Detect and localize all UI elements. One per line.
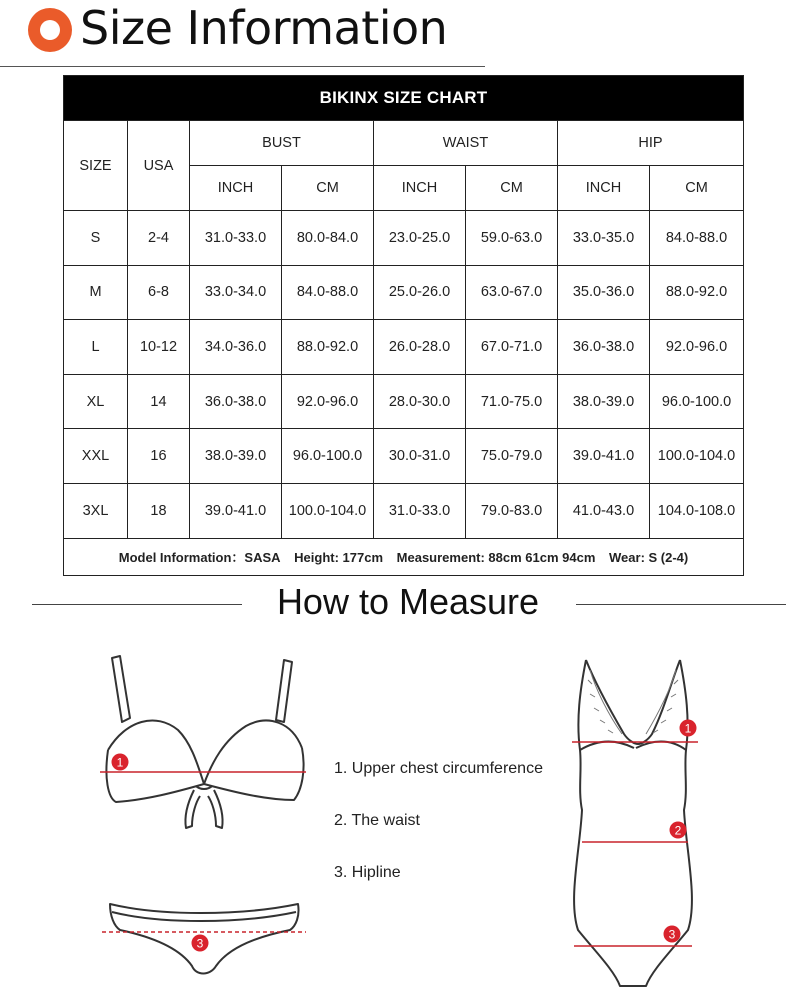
table-cell: 100.0-104.0 xyxy=(282,483,374,538)
unit-header: CM xyxy=(466,166,558,211)
table-cell: 104.0-108.0 xyxy=(650,483,744,538)
table-cell: 28.0-30.0 xyxy=(374,374,466,429)
table-cell: 71.0-75.0 xyxy=(466,374,558,429)
column-group-hip: HIP xyxy=(558,121,744,166)
unit-header: INCH xyxy=(374,166,466,211)
marker-label: 3 xyxy=(668,927,676,942)
table-cell: 33.0-35.0 xyxy=(558,211,650,266)
section-divider-right xyxy=(576,604,786,605)
column-header-usa: USA xyxy=(128,121,190,211)
table-cell: XL xyxy=(64,374,128,429)
bikini-bottom-illustration xyxy=(100,896,310,976)
header-bullet-icon xyxy=(28,8,72,52)
how-to-measure-title: How to Measure xyxy=(276,581,540,622)
table-cell: 41.0-43.0 xyxy=(558,483,650,538)
table-cell: L xyxy=(64,320,128,375)
model-information xyxy=(64,538,744,575)
model-measurement: Measurement: 88cm 61cm 94cm xyxy=(396,550,596,566)
table-cell: 67.0-71.0 xyxy=(466,320,558,375)
measure-item-upper-chest: 1. Upper chest circumference xyxy=(334,760,543,777)
column-group-waist: WAIST xyxy=(374,121,558,166)
column-header-size: SIZE xyxy=(64,121,128,211)
bikini-top-illustration xyxy=(96,650,314,840)
table-cell: 26.0-28.0 xyxy=(374,320,466,375)
table-title: BIKINX SIZE CHART xyxy=(64,76,744,121)
table-cell: 96.0-100.0 xyxy=(650,374,744,429)
measure-item-waist: 2. The waist xyxy=(334,812,420,829)
table-cell: 79.0-83.0 xyxy=(466,483,558,538)
table-row xyxy=(64,374,744,429)
unit-header: CM xyxy=(650,166,744,211)
table-cell: 63.0-67.0 xyxy=(466,265,558,320)
unit-header: CM xyxy=(282,166,374,211)
section-divider-left xyxy=(32,604,242,605)
table-cell: 84.0-88.0 xyxy=(650,211,744,266)
column-group-bust: BUST xyxy=(190,121,374,166)
table-cell: 30.0-31.0 xyxy=(374,429,466,484)
table-row xyxy=(64,483,744,538)
swimsuit-illustration xyxy=(560,650,710,990)
table-cell: 36.0-38.0 xyxy=(558,320,650,375)
model-height: Height: 177cm xyxy=(294,550,384,566)
table-cell: XXL xyxy=(64,429,128,484)
table-cell: 88.0-92.0 xyxy=(650,265,744,320)
table-cell: 92.0-96.0 xyxy=(282,374,374,429)
table-cell: 25.0-26.0 xyxy=(374,265,466,320)
table-row xyxy=(64,211,744,266)
table-cell: 34.0-36.0 xyxy=(190,320,282,375)
table-cell: M xyxy=(64,265,128,320)
table-cell: 38.0-39.0 xyxy=(190,429,282,484)
model-wear: Wear: S (2-4) xyxy=(609,550,689,566)
table-cell: 6-8 xyxy=(128,265,190,320)
table-cell: 96.0-100.0 xyxy=(282,429,374,484)
measure-item-hipline: 3. Hipline xyxy=(334,864,401,881)
marker-label: 1 xyxy=(684,721,692,736)
table-cell: 18 xyxy=(128,483,190,538)
marker-label: 2 xyxy=(674,823,682,838)
table-cell: 39.0-41.0 xyxy=(558,429,650,484)
table-cell: 31.0-33.0 xyxy=(374,483,466,538)
table-cell: 88.0-92.0 xyxy=(282,320,374,375)
table-row xyxy=(64,265,744,320)
size-chart-table xyxy=(63,75,744,576)
header-divider xyxy=(0,66,485,67)
table-cell: 10-12 xyxy=(128,320,190,375)
table-row xyxy=(64,429,744,484)
table-cell: S xyxy=(64,211,128,266)
table-cell: 75.0-79.0 xyxy=(466,429,558,484)
table-cell: 3XL xyxy=(64,483,128,538)
model-name: Model Information：SASA xyxy=(118,550,281,566)
table-cell: 23.0-25.0 xyxy=(374,211,466,266)
table-cell: 14 xyxy=(128,374,190,429)
table-cell: 16 xyxy=(128,429,190,484)
table-cell: 80.0-84.0 xyxy=(282,211,374,266)
table-cell: 84.0-88.0 xyxy=(282,265,374,320)
table-cell: 39.0-41.0 xyxy=(190,483,282,538)
table-cell: 2-4 xyxy=(128,211,190,266)
marker-label: 3 xyxy=(196,936,204,951)
table-cell: 38.0-39.0 xyxy=(558,374,650,429)
unit-header: INCH xyxy=(558,166,650,211)
table-cell: 31.0-33.0 xyxy=(190,211,282,266)
unit-header: INCH xyxy=(190,166,282,211)
table-cell: 100.0-104.0 xyxy=(650,429,744,484)
page-title: Size Information xyxy=(80,1,448,55)
table-cell: 35.0-36.0 xyxy=(558,265,650,320)
table-row xyxy=(64,320,744,375)
table-cell: 33.0-34.0 xyxy=(190,265,282,320)
table-cell: 59.0-63.0 xyxy=(466,211,558,266)
marker-label: 1 xyxy=(116,755,124,770)
table-cell: 92.0-96.0 xyxy=(650,320,744,375)
table-cell: 36.0-38.0 xyxy=(190,374,282,429)
